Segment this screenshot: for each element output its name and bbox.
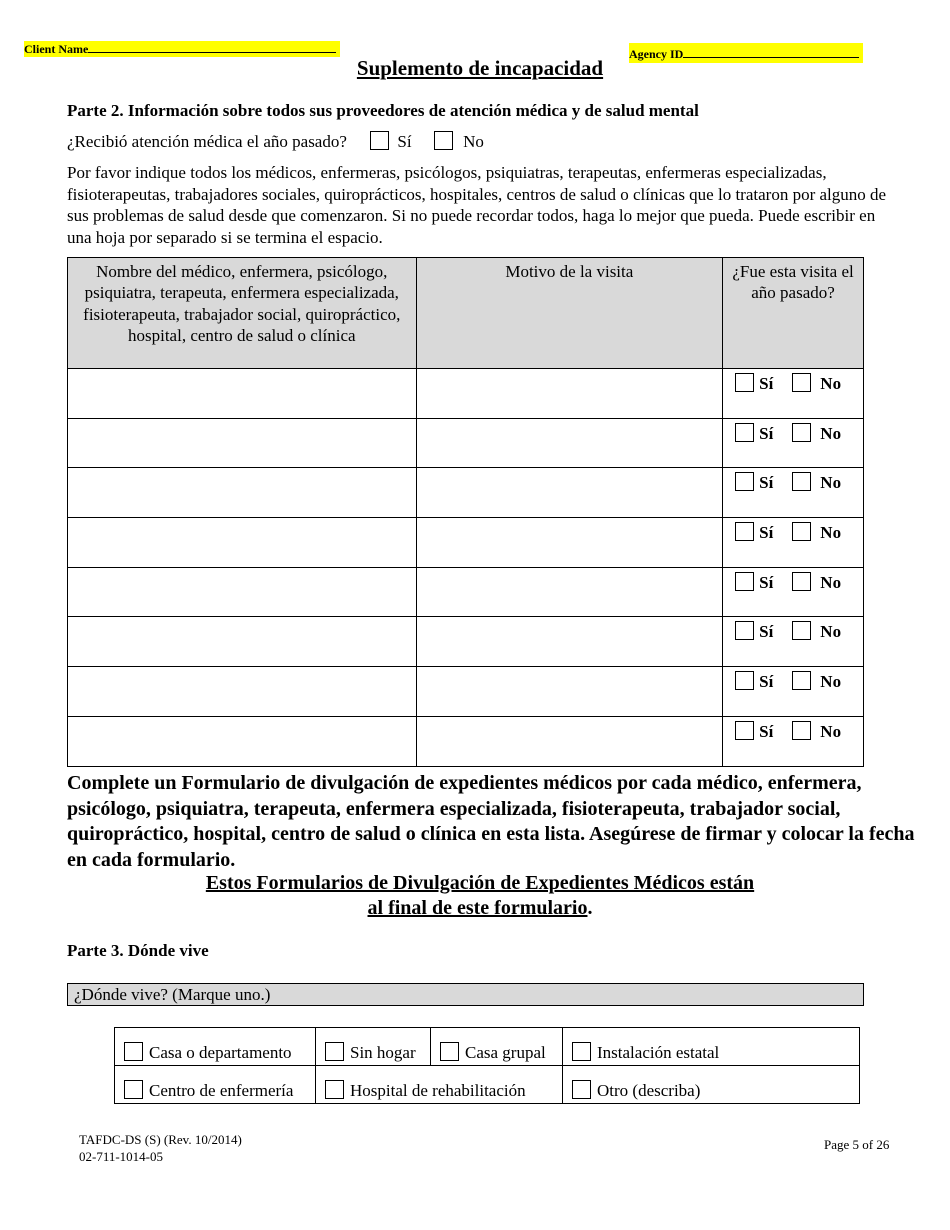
form-id: TAFDC-DS (S) (Rev. 10/2014) (79, 1132, 242, 1147)
last-year-yes-checkbox[interactable] (735, 522, 754, 541)
provider-name-cell[interactable] (68, 617, 417, 667)
nursing-checkbox[interactable] (124, 1080, 143, 1099)
visit-reason-cell[interactable] (416, 369, 723, 419)
medical-care-no-checkbox[interactable] (434, 131, 453, 150)
visit-reason-header: Motivo de la visita (416, 258, 723, 369)
visit-reason-cell[interactable] (416, 716, 723, 766)
last-year-no-checkbox[interactable] (792, 721, 811, 740)
last-year-yes-label: Sí (759, 473, 774, 493)
state-facility-checkbox[interactable] (572, 1042, 591, 1061)
form-number: 02-711-1014-05 (79, 1149, 164, 1164)
provider-name-cell[interactable] (68, 716, 417, 766)
page-number: Page 5 of 26 (824, 1137, 890, 1152)
last-year-cell (723, 468, 864, 518)
client-name-label: Client Name (24, 42, 89, 56)
last-year-cell (723, 567, 864, 617)
state-facility-label: Instalación estatal (597, 1043, 720, 1062)
house-label: Casa o departamento (149, 1043, 292, 1062)
last-year-yes-label: Sí (759, 523, 774, 543)
homeless-label: Sin hogar (350, 1043, 416, 1062)
forms-location-period: . (587, 897, 593, 919)
provider-name-cell[interactable] (68, 468, 417, 518)
provider-name-cell[interactable] (68, 567, 417, 617)
provider-name-header: Nombre del médico, enfermera, psicólogo, psiquiatra, terapeuta, enfermera especializada, fisioterapeuta, trabajador social, quiropráctico, hospital, centro de salud o clínica (68, 258, 417, 369)
option-rehab[interactable] (316, 1066, 563, 1104)
last-year-cell (723, 518, 864, 568)
last-year-no-label: No (820, 473, 842, 493)
last-year-no-label: No (820, 374, 842, 393)
agency-id-label: Agency ID (629, 47, 684, 61)
last-year-no-checkbox[interactable] (792, 522, 811, 541)
provider-name-cell[interactable] (68, 418, 417, 468)
last-year-no-checkbox[interactable] (792, 621, 811, 640)
option-state-facility[interactable] (563, 1028, 860, 1066)
last-year-yes-label: Sí (759, 423, 774, 443)
last-year-no-label: No (820, 572, 842, 592)
last-year-no-label: No (820, 423, 842, 443)
last-year-yes-checkbox[interactable] (735, 373, 754, 392)
visit-reason-cell[interactable] (416, 468, 723, 518)
client-name-field[interactable] (24, 41, 340, 57)
last-year-yes-checkbox[interactable] (735, 671, 754, 690)
table-row (68, 518, 864, 568)
last-year-no-checkbox[interactable] (792, 373, 811, 392)
medical-care-no-label: No (463, 132, 484, 151)
last-year-yes-checkbox[interactable] (735, 621, 754, 640)
last-year-no-label: No (820, 523, 842, 543)
table-row (68, 369, 864, 419)
last-year-header: ¿Fue esta visita el año pasado? (723, 258, 864, 369)
visit-reason-cell[interactable] (416, 418, 723, 468)
option-group-home[interactable] (431, 1028, 563, 1066)
last-year-yes-label: Sí (759, 721, 774, 741)
last-year-no-checkbox[interactable] (792, 423, 811, 442)
table-row (68, 468, 864, 518)
release-forms-instruction: Complete un Formulario de divulgación de expedientes médicos por cada médico, enfermera, psicólogo, psiquiatra, terapeuta, enfermera especializada, fisioterapeuta, trabajador social, quiropráctico, hospital, centro de salud o clínica en esta lista. Asegúrese de firmar y colocar la fecha en cada formulario. (67, 772, 915, 871)
last-year-yes-checkbox[interactable] (735, 721, 754, 740)
provider-name-cell[interactable] (68, 369, 417, 419)
providers-table (67, 257, 864, 767)
visit-reason-cell[interactable] (416, 567, 723, 617)
last-year-yes-label: Sí (759, 672, 774, 692)
other-checkbox[interactable] (572, 1080, 591, 1099)
other-label: Otro (describa) (597, 1081, 701, 1100)
last-year-no-label: No (820, 672, 842, 692)
where-live-question: ¿Dónde vive? (Marque uno.) (67, 983, 864, 1006)
last-year-yes-checkbox[interactable] (735, 572, 754, 591)
visit-reason-cell[interactable] (416, 518, 723, 568)
last-year-yes-label: Sí (759, 622, 774, 642)
last-year-no-label: No (820, 622, 842, 642)
medical-care-yes-label: Sí (397, 132, 412, 151)
option-homeless[interactable] (316, 1028, 431, 1066)
forms-location-line1 (0, 872, 950, 895)
table-row (68, 418, 864, 468)
footer-form-info (79, 1131, 242, 1165)
client-name-line[interactable] (88, 41, 336, 53)
table-row (68, 567, 864, 617)
visit-reason-cell[interactable] (416, 617, 723, 667)
last-year-yes-checkbox[interactable] (735, 423, 754, 442)
option-other[interactable] (563, 1066, 860, 1104)
nursing-label: Centro de enfermería (149, 1081, 294, 1100)
part2-instructions: Por favor indique todos los médicos, enfermeras, psicólogos, psiquiatras, terapeutas, enfermeras especializadas, fisioterapeutas, trabajadores sociales, quiroprácticos, hospitales, centros de salud o clínicas que lo trataron por alguno de sus problemas de salud desde que comenzaron. Si no puede recordar todos, haga lo mejor que pueda. Puede escribir en una hoja por separado si se termina el espacio. (67, 163, 887, 247)
option-nursing[interactable] (115, 1066, 316, 1104)
medical-care-yes-checkbox[interactable] (370, 131, 389, 150)
last-year-cell (723, 617, 864, 667)
table-row (68, 667, 864, 717)
part3-heading: Parte 3. Dónde vive (67, 941, 209, 960)
option-house[interactable] (115, 1028, 316, 1066)
last-year-yes-label: Sí (759, 374, 774, 393)
page-title: Suplemento de incapacidad (356, 56, 604, 80)
last-year-no-checkbox[interactable] (792, 572, 811, 591)
table-row (68, 617, 864, 667)
forms-location-text2: al final de este formulario (367, 897, 588, 919)
last-year-cell (723, 418, 864, 468)
group-home-checkbox[interactable] (440, 1042, 459, 1061)
group-home-label: Casa grupal (465, 1043, 546, 1062)
forms-location-text1: Estos Formularios de Divulgación de Expedientes Médicos están (205, 872, 755, 894)
part2-heading: Parte 2. Información sobre todos sus proveedores de atención médica y de salud mental (67, 101, 699, 120)
homeless-checkbox[interactable] (325, 1042, 344, 1061)
medical-care-question: ¿Recibió atención médica el año pasado? (67, 132, 347, 151)
table-row (68, 716, 864, 766)
last-year-yes-label: Sí (759, 572, 774, 592)
last-year-no-label: No (820, 721, 842, 741)
medical-care-question-row (67, 131, 484, 153)
visit-reason-cell[interactable] (416, 667, 723, 717)
rehab-checkbox[interactable] (325, 1080, 344, 1099)
last-year-cell (723, 716, 864, 766)
provider-name-cell[interactable] (68, 667, 417, 717)
last-year-cell (723, 667, 864, 717)
last-year-cell (723, 369, 864, 419)
house-checkbox[interactable] (124, 1042, 143, 1061)
rehab-label: Hospital de rehabilitación (350, 1081, 526, 1100)
forms-location-line2 (0, 897, 950, 920)
last-year-yes-checkbox[interactable] (735, 472, 754, 491)
last-year-no-checkbox[interactable] (792, 472, 811, 491)
living-situation-table (114, 1027, 860, 1104)
provider-name-cell[interactable] (68, 518, 417, 568)
last-year-no-checkbox[interactable] (792, 671, 811, 690)
